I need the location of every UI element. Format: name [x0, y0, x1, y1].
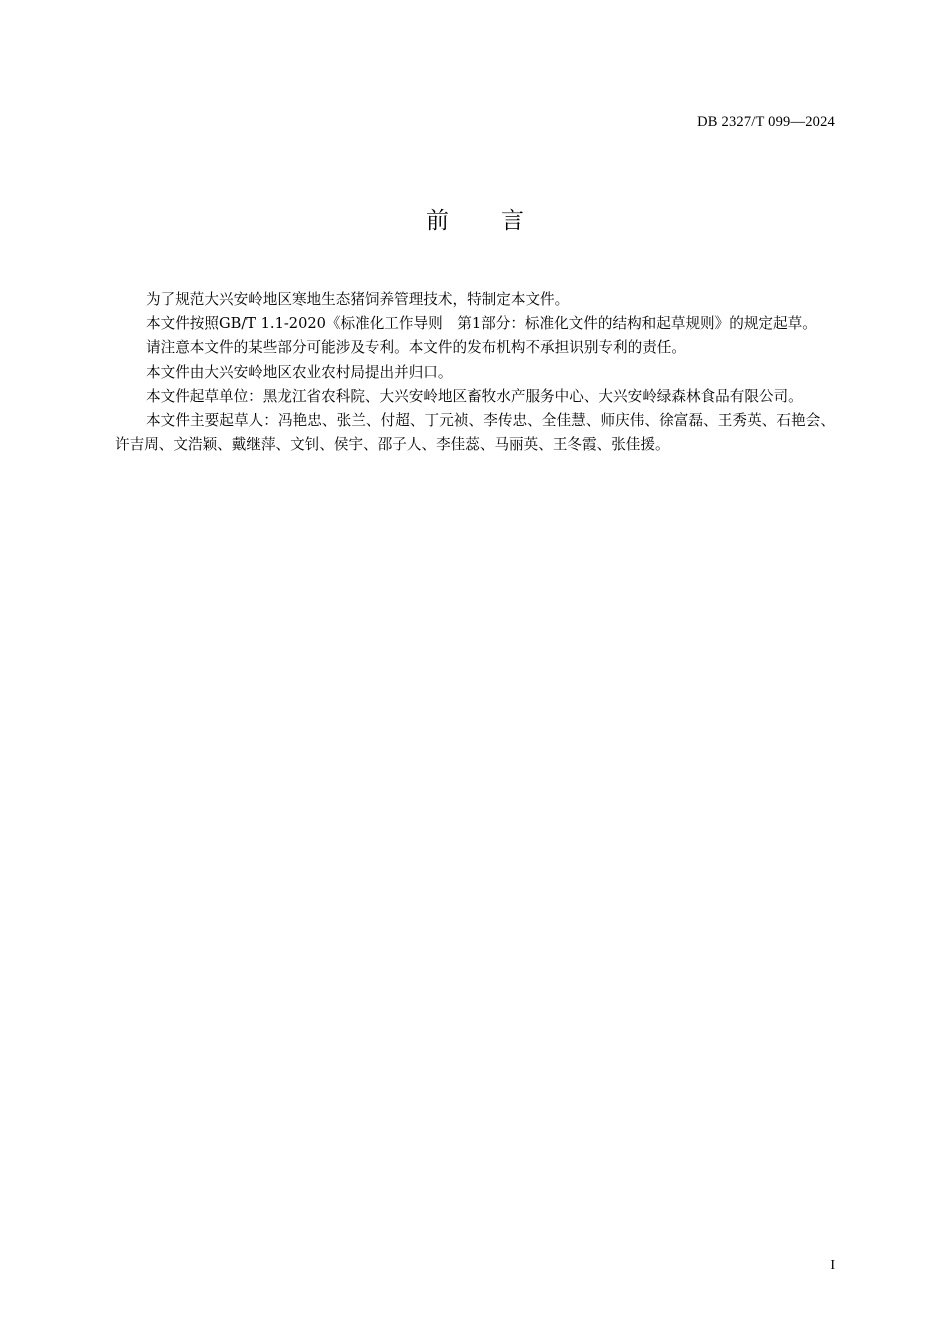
foreword-body	[115, 288, 835, 457]
page-title	[0, 202, 950, 235]
paragraph-drafting-units: 本文件起草单位：黑龙江省农科院、大兴安岭地区畜牧水产服务中心、大兴安岭绿森林食品有限公司。	[146, 387, 803, 405]
title-char-1: 前	[426, 208, 449, 234]
paragraph-proposer: 本文件由大兴安岭地区农业农村局提出并归口。	[146, 363, 453, 381]
paragraph-purpose: 为了规范大兴安岭地区寒地生态猪饲养管理技术，特制定本文件。	[146, 291, 570, 308]
paragraph-drafting-rules: 本文件按照GB/T 1.1-2020《标准化工作导则 第1部分：标准化文件的结构和起草规则》的规定起草。	[146, 315, 817, 333]
paragraph-drafters: 本文件主要起草人：冯艳忠、张兰、付超、丁元祯、李传忠、全佳慧、师庆伟、徐富磊、王秀英、石艳会、许吉周、文浩颖、戴继萍、文钊、侯宇、邵子人、李佳蕊、马丽英、王冬霞、张佳援。	[115, 412, 835, 454]
title-char-2: 言	[501, 208, 524, 234]
document-code: DB 2327/T 099—2024	[697, 114, 835, 130]
page-number: I	[830, 1258, 835, 1273]
paragraph-patent-notice: 请注意本文件的某些部分可能涉及专利。本文件的发布机构不承担识别专利的责任。	[146, 339, 686, 357]
